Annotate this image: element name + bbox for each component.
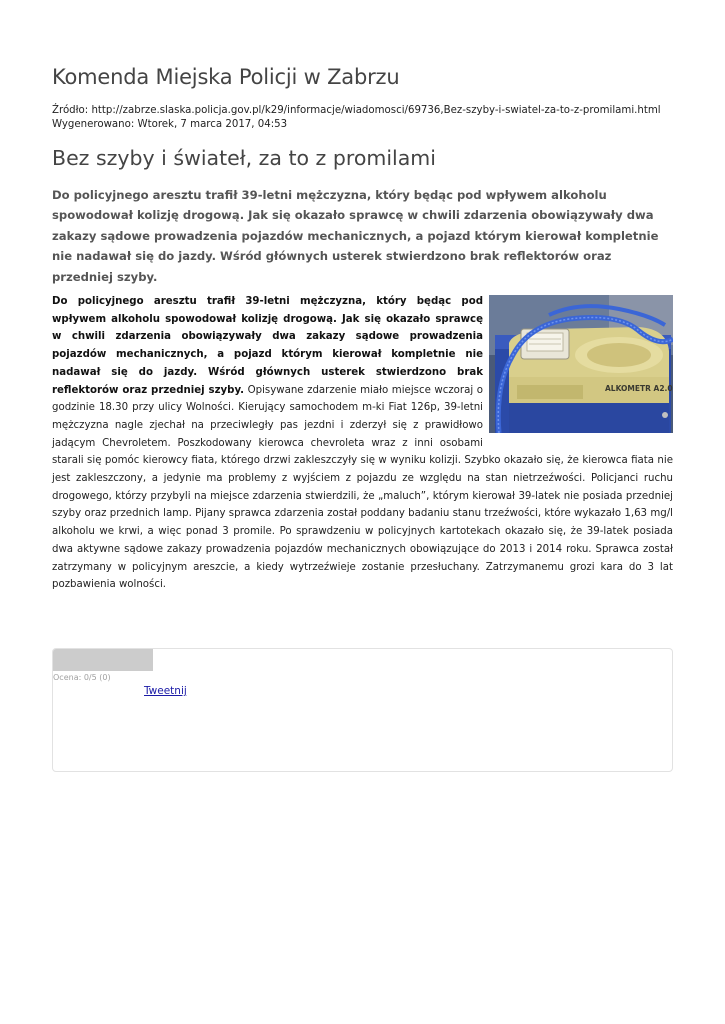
document-page xyxy=(52,60,673,594)
tweet-link[interactable]: Tweetnij xyxy=(144,685,187,697)
article-content xyxy=(52,293,673,594)
source-url-line: Źródło: http://zabrze.slaska.policja.gov.pl/k29/informacje/wiadomosci/69736,Bez-szyby-i-swiatel-za-to-z-promilami.html xyxy=(52,105,661,116)
rating-box xyxy=(52,648,673,772)
rating-label: Ocena: 0/5 (0) xyxy=(53,673,111,682)
breathalyzer-photo xyxy=(489,295,673,433)
article-body-strong: Do policyjnego aresztu trafił 39-letni mężczyzna, który będąc pod wpływem alkoholu spowodował kolizję drogową. Jak się okazało sprawcę w chwili zdarzenia obowiązywały dwa zakazy sądowe prowadzenia pojazdów mechanicznych, a pojazd którym kierował kompletnie nie nadawał się do jazdy. Wśród głównych usterek stwierdzono brak reflektorów oraz przedniej szyby. xyxy=(52,296,483,396)
source-meta xyxy=(52,104,673,132)
article-title: Bez szyby i świateł, za to z promilami xyxy=(52,146,436,170)
article-body-rest: Opisywane zdarzenie miało miejsce wczoraj o godzinie 18.30 przy ulicy Wolności. Kierujący samochodem m-ki Fiat 126p, 39-letni mężczyzna nagle zjechał na przeciwległy pas jezdni i zderzył się z prawidłowo jadącym Chevroletem. Poszkodowany kierowca chevroleta wraz z inni osobami starali się pomóc kierowcy fiata, którego drzwi zakleszczyły się w wyniku kolizji. Szybko okazało się, że kierowca fiata nie jest zakleszczony, a jedynie ma problemy z wyjściem z pojazdu ze względu na stan nietrzeźwości. Policjanci ruchu drogowego, którzy przybyli na miejsce zdarzenia stwierdzili, że „maluch”, którym kierował 39-latek nie posiada przedniej szyby oraz przednich lamp. Pijany sprawca zdarzenia został poddany badaniu stanu trzeźwości, które wykazało 1,63 mg/l alkoholu we krwi, a więc ponad 3 promile. Po sprawdzeniu w policyjnych kartotekach okazało się, że 39-latek posiada dwa aktywne sądowe zakazy prowadzenia pojazdów mechanicznych obowiązujące do 2013 i 2014 roku. Sprawca został zatrzymany w policyjnym areszcie, a kiedy wytrzeźwieje zostanie przesłuchany. Zatrzymanemu grozi kara do 3 lat pozbawienia wolności. xyxy=(52,384,673,591)
rating-stars-bar[interactable] xyxy=(53,649,153,671)
article-lead: Do policyjnego aresztu trafił 39-letni mężczyzna, który będąc pod wpływem alkoholu spowodował kolizję drogową. Jak się okazało sprawcę w chwili zdarzenia obowiązywały dwa zakazy sądowe prowadzenia pojazdów mechanicznych, a pojazd którym kierował kompletnie nie nadawał się do jazdy. Wśród głównych usterek stwierdzono brak reflektorów oraz przedniej szyby. xyxy=(52,188,659,284)
site-title: Komenda Miejska Policji w Zabrzu xyxy=(52,65,400,89)
device-label: ALKOMETR A2.0 xyxy=(605,384,673,394)
generated-date-line: Wygenerowano: Wtorek, 7 marca 2017, 04:53 xyxy=(52,119,288,130)
